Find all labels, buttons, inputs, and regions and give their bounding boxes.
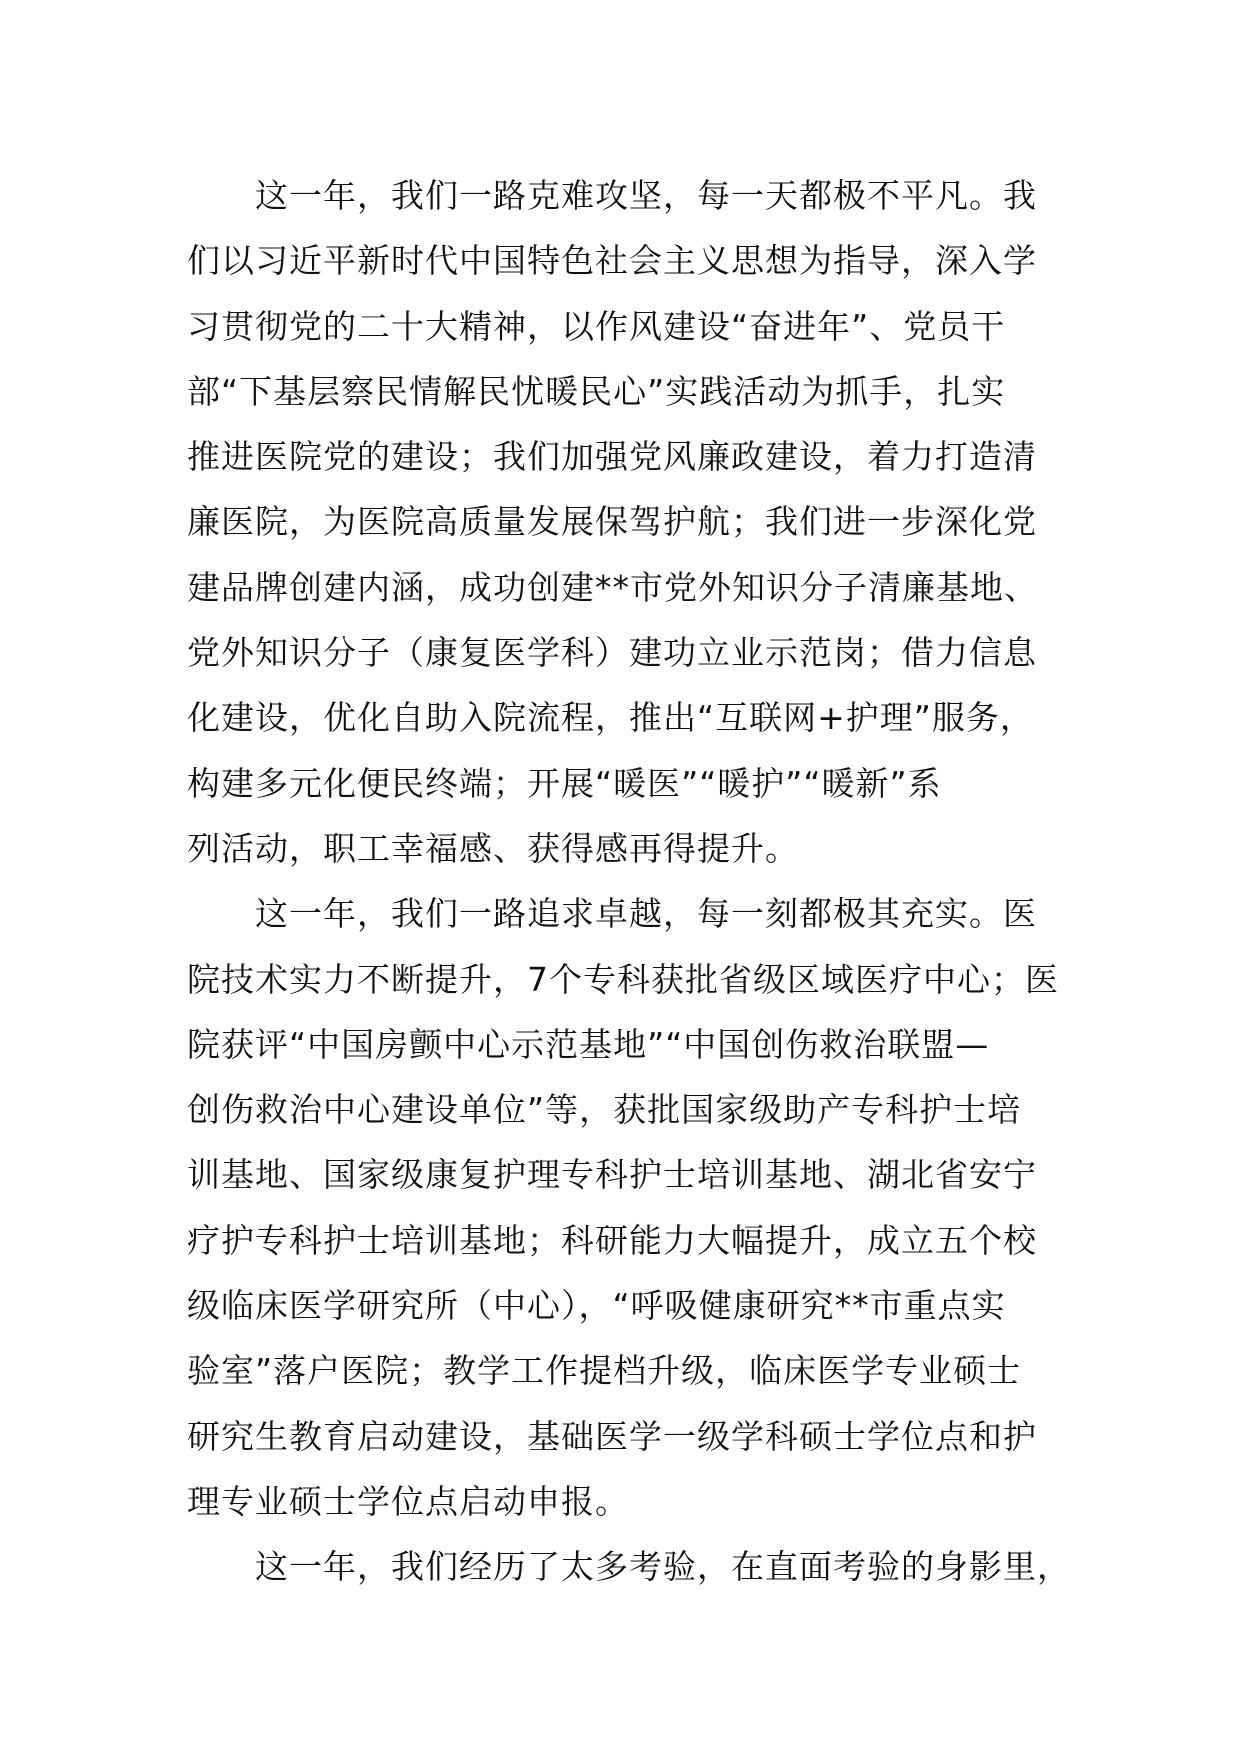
text-line: 院获评“中国房颤中心示范基地”“中国创伤救治联盟— [187, 1024, 990, 1064]
text-line: 构建多元化便民终端；开展“暖医”“暖护”“暖新”系 [187, 763, 942, 803]
text-line: 理专业硕士学位点启动申报。 [187, 1481, 629, 1521]
text-line: 这一年，我们一路追求卓越，每一刻都极其充实。医 [187, 894, 1037, 934]
text-line: 训基地、国家级康复护理专科护士培训基地、湖北省安宁 [187, 1155, 1037, 1195]
text-line: 推进医院党的建设；我们加强党风廉政建设，着力打造清 [187, 437, 1037, 477]
paragraph-party-building [187, 163, 1067, 881]
text-line: 们以习近平新时代中国特色社会主义思想为指导，深入学 [187, 241, 1037, 281]
paragraph-challenges [187, 1534, 1071, 1599]
text-line: 这一年，我们经历了太多考验，在直面考验的身影里， [187, 1547, 1071, 1587]
text-line: 创伤救治中心建设单位”等，获批国家级助产专科护士培 [187, 1090, 1022, 1130]
text-line: 验室”落户医院；教学工作提档升级，临床医学专业硕士 [187, 1351, 1022, 1391]
text-line: 研究生教育启动建设，基础医学一级学科硕士学位点和护 [187, 1416, 1037, 1456]
text-line: 部“下基层察民情解民忧暖民心”实践活动为抓手，扎实 [187, 371, 1006, 411]
text-line: 院技术实力不断提升，7个专科获批省级区域医疗中心；医 [187, 959, 1059, 999]
text-line: 建品牌创建内涵，成功创建**市党外知识分子清廉基地、 [187, 567, 1038, 607]
text-line: 党外知识分子（康复医学科）建功立业示范岗；借力信息 [187, 633, 1037, 673]
text-line: 疗护专科护士培训基地；科研能力大幅提升，成立五个校 [187, 1220, 1037, 1260]
text-line: 列活动，职工幸福感、获得感再得提升。 [187, 828, 799, 868]
paragraph-excellence [187, 881, 1067, 1534]
text-line: 化建设，优化自助入院流程，推出“互联网+护理”服务， [187, 698, 1034, 738]
document-body [187, 163, 1071, 1600]
text-line: 习贯彻党的二十大精神，以作风建设“奋进年”、党员干 [187, 306, 1006, 346]
text-line: 级临床医学研究所（中心），“呼吸健康研究**市重点实 [187, 1286, 1006, 1326]
text-line: 廉医院，为医院高质量发展保驾护航；我们进一步深化党 [187, 502, 1037, 542]
text-line: 这一年，我们一路克难攻坚，每一天都极不平凡。我 [187, 176, 1037, 215]
